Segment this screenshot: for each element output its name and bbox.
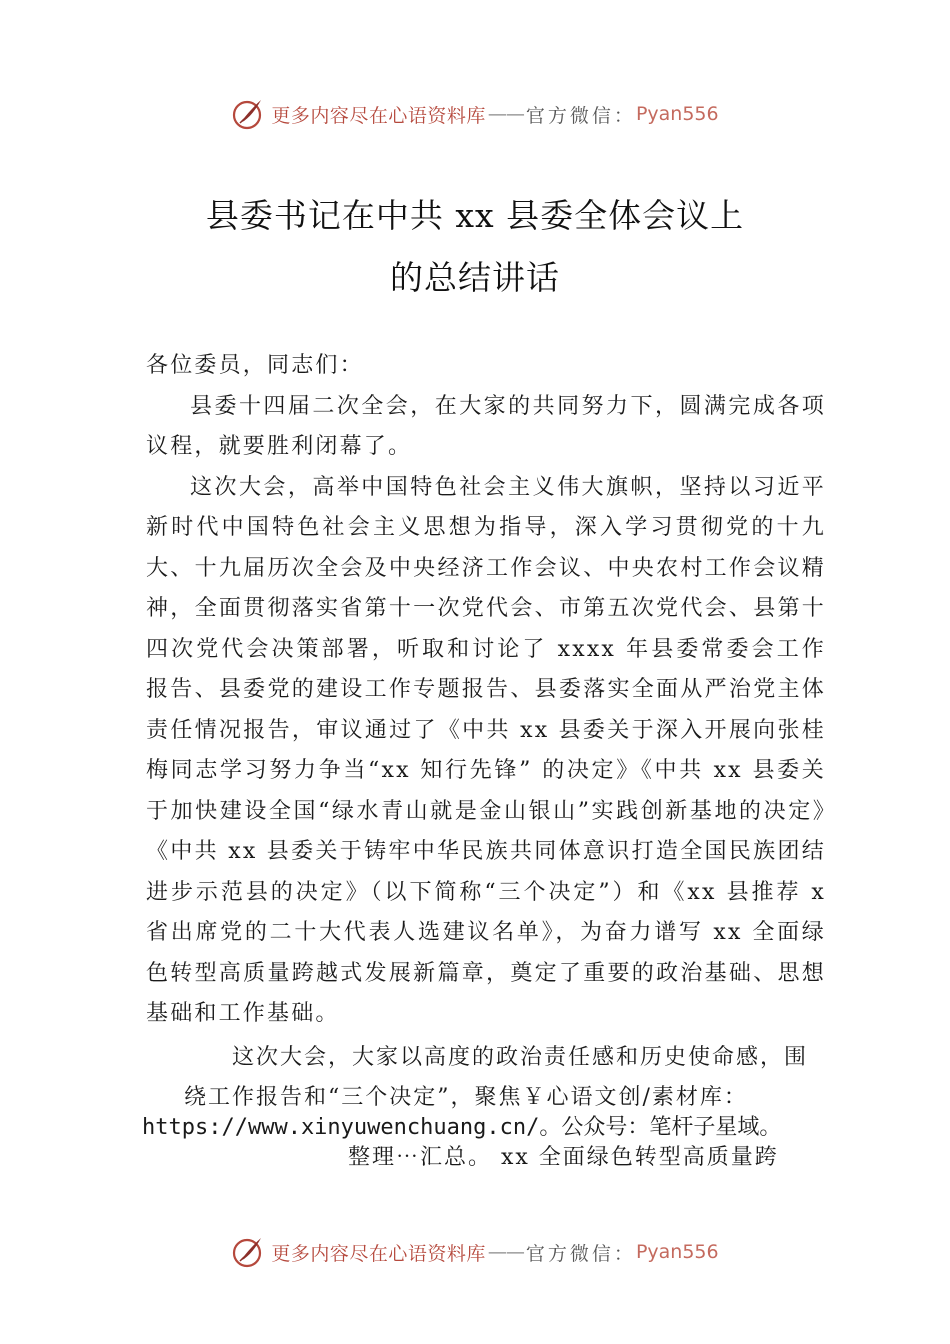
paragraph-2: 这次大会，高举中国特色社会主义伟大旗帜，坚持以习近平新时代中国特色社会主义思想为指导，深入学习贯彻党的十九大、十九届历次全会及中央经济工作会议、中央农村工作会议精神，全面贯彻落实省第十一次党代会、市第五次党代会、县第十四次党代会决策部署，听取和讨论了 xxxx 年县委常委会工作报告、县委党的建设工作专题报告、县委落实全面从严治党主体责任情况报告，审议通过了《中共 xx 县委关于深入开展向张桂梅同志学习努力争当“xx 知行先锋” 的决定》《中共 xx 县委关于加快建设全国“绿水青山就是金山银山”实践创新基地的决定》《中共 xx 县委关于铸牢中华民族共同体意识打造全国民族团结进步示范县的决定》（以下简称“三个决定”）和《xx 县推荐 x 省出席党的二十大代表人选建议名单》，为奋力谱写 xx 全面绿色转型高质量跨越式发展新篇章，奠定了重要的政治基础、思想基础和工作基础。 <box>146 474 826 1026</box>
quill-logo-icon <box>231 97 265 131</box>
tail-line-1: 这次大会，大家以高度的政治责任感和历史使命感，围 <box>232 1045 809 1070</box>
footer-watermark <box>0 1232 950 1272</box>
document-body <box>146 346 826 1035</box>
tail-line-4: 整理⋯汇总。 xx 全面绿色转型高质量跨 <box>348 1145 779 1170</box>
document-title-line-1: 县委书记在中共 xx 县委全体会议上 <box>205 196 745 235</box>
watermark-label: 官方微信： <box>525 104 636 127</box>
watermark-separator: —— <box>487 103 524 125</box>
watermark-label: 官方微信： <box>525 1242 636 1265</box>
watermark-text: 更多内容尽在心语资料库 <box>271 104 486 127</box>
quill-logo-icon <box>231 1235 265 1269</box>
paragraph-1: 县委十四届二次全会，在大家的共同努力下，圆满完成各项议程，就要胜利闭幕了。 <box>146 393 826 459</box>
watermark-wechat-id: Pyan556 <box>635 103 719 125</box>
tail-line-3-url: https://www.xinyuwenchuang.cn/。公众号：笔杆子星域。 <box>142 1115 782 1140</box>
tail-line-2: 绕工作报告和“三个决定”，聚焦￥心语文创/素材库： <box>184 1085 748 1110</box>
watermark-separator: —— <box>487 1241 524 1263</box>
document-title-line-2: 的总结讲话 <box>390 258 560 297</box>
salutation: 各位委员，同志们： <box>146 353 364 378</box>
watermark-text: 更多内容尽在心语资料库 <box>271 1242 486 1265</box>
watermark-wechat-id: Pyan556 <box>635 1241 719 1263</box>
header-watermark <box>0 94 950 134</box>
